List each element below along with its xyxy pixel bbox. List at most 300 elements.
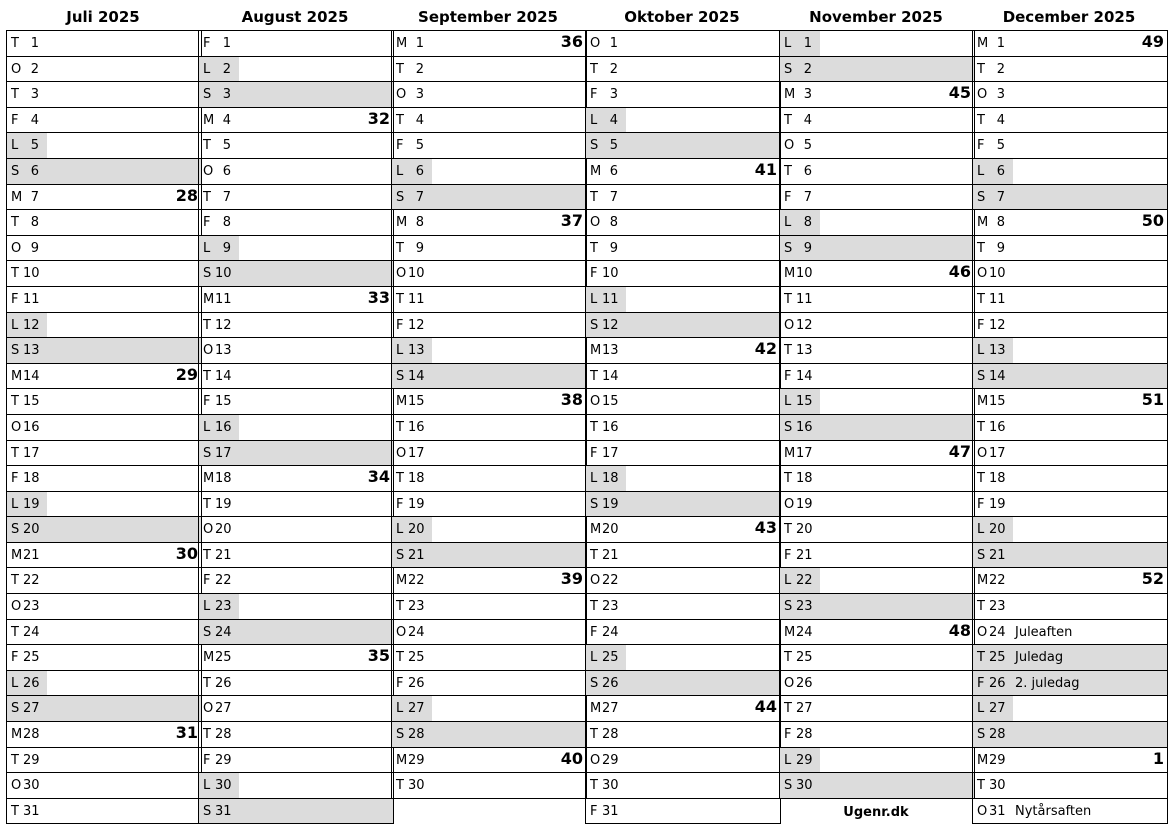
day-number: 29: [408, 752, 425, 768]
day-row: [392, 159, 586, 185]
day-row: [973, 773, 1167, 799]
day-row: [973, 108, 1167, 134]
day-row: [7, 671, 201, 697]
day-row: [7, 722, 201, 748]
day-row: [392, 466, 586, 492]
weekday-letter: T: [977, 240, 985, 256]
weekday-letter: T: [590, 727, 598, 743]
day-row: [973, 517, 1167, 543]
day-row: [586, 57, 780, 83]
week-number: 52: [1141, 569, 1164, 589]
weekday-letter: T: [590, 419, 598, 435]
day-row: [586, 287, 780, 313]
weekday-letter: T: [11, 87, 19, 103]
day-row: [780, 748, 974, 774]
holiday-label: Juledag: [1015, 650, 1064, 666]
weekday-letter: O: [977, 87, 988, 103]
weekday-letter: F: [590, 266, 598, 282]
day-number: 15: [796, 394, 813, 410]
day-row: [973, 568, 1167, 594]
day-row: [586, 722, 780, 748]
weekday-letter: T: [203, 368, 211, 384]
day-number: 14: [602, 368, 619, 384]
weekday-letter: S: [590, 496, 599, 512]
day-row: [973, 799, 1167, 825]
week-number: 31: [175, 723, 198, 743]
day-row: [973, 82, 1167, 108]
weekday-letter: L: [784, 394, 792, 410]
weekday-letter: T: [396, 61, 404, 77]
day-row: [586, 594, 780, 620]
weekday-letter: L: [203, 240, 211, 256]
day-row: [973, 748, 1167, 774]
weekday-letter: L: [396, 343, 404, 359]
day-row: [392, 773, 586, 799]
day-number: 3: [609, 87, 618, 103]
day-row: [973, 389, 1167, 415]
weekday-letter: S: [590, 138, 599, 154]
weekday-letter: T: [11, 215, 19, 231]
day-row: [392, 133, 586, 159]
day-number: 5: [30, 138, 39, 154]
weekday-letter: T: [396, 240, 404, 256]
day-row: [7, 492, 201, 518]
day-number: 7: [803, 189, 812, 205]
day-row: [392, 492, 586, 518]
day-number: 15: [408, 394, 425, 410]
day-number: 12: [602, 317, 619, 333]
day-number: 13: [989, 343, 1006, 359]
weekday-letter: O: [977, 803, 988, 819]
day-number: 29: [602, 752, 619, 768]
weekday-letter: L: [203, 599, 211, 615]
weekday-letter: S: [11, 522, 20, 538]
weekday-letter: M: [11, 368, 23, 384]
day-list: [585, 30, 781, 824]
day-row: [199, 620, 393, 646]
day-number: 7: [996, 189, 1005, 205]
day-row: [973, 722, 1167, 748]
day-number: 16: [408, 419, 425, 435]
day-number: 18: [989, 471, 1006, 487]
day-number: 21: [408, 547, 425, 563]
day-row: [7, 594, 201, 620]
day-number: 3: [222, 87, 231, 103]
day-number: 2: [803, 61, 812, 77]
day-number: 10: [796, 266, 813, 282]
day-row: [973, 159, 1167, 185]
day-row: [780, 696, 974, 722]
weekday-letter: F: [11, 291, 19, 307]
weekday-letter: T: [11, 445, 19, 461]
weekday-letter: S: [977, 189, 986, 205]
weekday-letter: O: [11, 599, 22, 615]
weekday-letter: T: [590, 61, 598, 77]
weekday-letter: L: [784, 752, 792, 768]
day-number: 6: [222, 163, 231, 179]
weekday-letter: M: [203, 291, 215, 307]
holiday-label: Juleaften: [1015, 624, 1073, 640]
day-number: 27: [602, 701, 619, 717]
weekday-letter: T: [396, 471, 404, 487]
day-number: 4: [996, 112, 1005, 128]
day-number: 15: [602, 394, 619, 410]
weekday-letter: T: [396, 291, 404, 307]
weekday-letter: T: [11, 573, 19, 589]
day-number: 6: [609, 163, 618, 179]
day-row: [199, 108, 393, 134]
day-number: 23: [989, 599, 1006, 615]
weekday-letter: O: [590, 36, 601, 51]
week-number: 40: [560, 748, 583, 768]
day-number: 2: [609, 61, 618, 77]
day-number: 14: [989, 368, 1006, 384]
day-number: 27: [23, 701, 40, 717]
weekday-letter: F: [590, 445, 598, 461]
weekday-letter: M: [977, 36, 989, 51]
weekday-letter: T: [11, 36, 19, 51]
weekday-letter: F: [590, 624, 598, 640]
weekday-letter: T: [11, 752, 19, 768]
day-row: [586, 645, 780, 671]
day-number: 12: [215, 317, 232, 333]
weekday-letter: F: [590, 87, 598, 103]
day-number: 26: [989, 675, 1006, 691]
day-number: 21: [602, 547, 619, 563]
day-number: 20: [23, 522, 40, 538]
day-number: 6: [803, 163, 812, 179]
day-row: [392, 364, 586, 390]
day-row: [586, 210, 780, 236]
day-number: 11: [989, 291, 1006, 307]
weekday-letter: S: [784, 419, 793, 435]
day-row: [392, 236, 586, 262]
day-number: 22: [408, 573, 425, 589]
day-row: [392, 313, 586, 339]
day-number: 29: [796, 752, 813, 768]
day-row: [586, 108, 780, 134]
day-number: 8: [222, 215, 231, 231]
day-number: 13: [408, 343, 425, 359]
day-number: 12: [989, 317, 1006, 333]
week-number: 29: [175, 364, 198, 384]
day-number: 20: [602, 522, 619, 538]
week-number: 33: [367, 287, 390, 307]
weekday-letter: O: [11, 61, 22, 77]
day-row: [780, 338, 974, 364]
weekday-letter: F: [203, 215, 211, 231]
day-number: 15: [989, 394, 1006, 410]
day-row: [586, 364, 780, 390]
day-row: [392, 108, 586, 134]
day-row: [780, 210, 974, 236]
weekday-letter: F: [11, 112, 19, 128]
day-number: 21: [215, 547, 232, 563]
day-row: [780, 773, 974, 799]
day-row: [586, 313, 780, 339]
day-row: [7, 108, 201, 134]
holiday-label: Nytårsaften: [1015, 803, 1092, 819]
day-number: 15: [23, 394, 40, 410]
weekday-letter: M: [203, 650, 215, 666]
day-row: [780, 543, 974, 569]
weekday-letter: F: [396, 138, 404, 154]
weekday-letter: O: [11, 778, 22, 794]
day-row: [199, 568, 393, 594]
day-row: [780, 185, 974, 211]
day-row: [392, 748, 586, 774]
day-row: [199, 159, 393, 185]
day-number: 17: [23, 445, 40, 461]
day-number: 25: [796, 650, 813, 666]
day-number: 3: [996, 87, 1005, 103]
week-number: 45: [948, 83, 971, 103]
day-row: [780, 492, 974, 518]
day-row: [780, 57, 974, 83]
day-row: [973, 261, 1167, 287]
weekday-letter: M: [396, 752, 408, 768]
day-number: 9: [222, 240, 231, 256]
day-number: 1: [222, 36, 231, 51]
day-number: 30: [23, 778, 40, 794]
weekday-letter: S: [203, 266, 212, 282]
day-row: [780, 82, 974, 108]
weekday-letter: T: [784, 291, 792, 307]
day-row: [392, 517, 586, 543]
weekday-letter: T: [590, 778, 598, 794]
day-number: 9: [609, 240, 618, 256]
day-row: [780, 441, 974, 467]
day-row: [586, 748, 780, 774]
day-row: [586, 671, 780, 697]
week-number: 49: [1141, 32, 1164, 51]
day-number: 25: [215, 650, 232, 666]
weekday-letter: T: [784, 522, 792, 538]
day-row: [586, 261, 780, 287]
weekday-letter: M: [590, 343, 602, 359]
day-row: [199, 441, 393, 467]
month-title: December 2025: [1002, 8, 1136, 26]
day-list: [391, 30, 587, 799]
weekday-letter: S: [784, 240, 793, 256]
day-number: 22: [796, 573, 813, 589]
day-number: 8: [609, 215, 618, 231]
day-row: [7, 287, 201, 313]
day-number: 28: [23, 727, 40, 743]
weekday-letter: O: [396, 445, 407, 461]
day-row: [392, 671, 586, 697]
day-row: [392, 568, 586, 594]
day-number: 27: [796, 701, 813, 717]
day-number: 5: [803, 138, 812, 154]
day-number: 20: [215, 522, 232, 538]
weekday-letter: M: [11, 189, 23, 205]
day-row: [392, 620, 586, 646]
week-number: 44: [754, 697, 777, 717]
day-row: [973, 466, 1167, 492]
day-row: [586, 185, 780, 211]
weekday-letter: S: [977, 727, 986, 743]
weekday-letter: F: [396, 317, 404, 333]
day-number: 2: [415, 61, 424, 77]
weekday-letter: L: [590, 650, 598, 666]
day-number: 31: [23, 803, 40, 819]
day-number: 28: [796, 727, 813, 743]
weekday-letter: M: [203, 112, 215, 128]
day-row: [780, 389, 974, 415]
day-number: 5: [996, 138, 1005, 154]
weekday-letter: T: [203, 727, 211, 743]
weekday-letter: T: [11, 266, 19, 282]
day-row: [973, 287, 1167, 313]
day-number: 20: [796, 522, 813, 538]
day-number: 16: [796, 419, 813, 435]
day-number: 19: [23, 496, 40, 512]
day-row: [199, 799, 393, 825]
day-row: [586, 236, 780, 262]
day-number: 21: [989, 547, 1006, 563]
weekday-letter: T: [11, 624, 19, 640]
day-number: 21: [796, 547, 813, 563]
day-row: [586, 517, 780, 543]
day-row: [7, 441, 201, 467]
weekday-letter: F: [977, 675, 985, 691]
day-row: [973, 415, 1167, 441]
day-row: [7, 364, 201, 390]
day-number: 7: [222, 189, 231, 205]
day-row: [780, 594, 974, 620]
day-row: [7, 57, 201, 83]
day-row: [973, 696, 1167, 722]
week-number: 38: [560, 390, 583, 410]
day-row: [973, 57, 1167, 83]
weekday-letter: F: [203, 752, 211, 768]
day-number: 3: [415, 87, 424, 103]
day-number: 31: [602, 803, 619, 819]
weekday-letter: T: [977, 61, 985, 77]
day-row: [7, 338, 201, 364]
day-row: [586, 31, 780, 57]
day-row: [780, 108, 974, 134]
day-number: 26: [602, 675, 619, 691]
day-row: [199, 31, 393, 57]
day-row: [780, 466, 974, 492]
day-row: [973, 338, 1167, 364]
day-number: 24: [796, 624, 813, 640]
weekday-letter: M: [396, 573, 408, 589]
weekday-letter: T: [203, 189, 211, 205]
day-row: [392, 696, 586, 722]
weekday-letter: O: [11, 419, 22, 435]
day-number: 13: [23, 343, 40, 359]
day-number: 29: [215, 752, 232, 768]
day-row: [392, 722, 586, 748]
day-row: [780, 287, 974, 313]
day-number: 18: [23, 471, 40, 487]
day-number: 23: [23, 599, 40, 615]
weekday-letter: F: [396, 496, 404, 512]
day-number: 21: [23, 547, 40, 563]
day-number: 11: [23, 291, 40, 307]
day-row: [586, 82, 780, 108]
day-number: 17: [215, 445, 232, 461]
weekday-letter: S: [203, 803, 212, 819]
day-row: [973, 31, 1167, 57]
day-number: 22: [23, 573, 40, 589]
weekday-letter: T: [203, 496, 211, 512]
day-row: [586, 415, 780, 441]
day-number: 25: [408, 650, 425, 666]
day-row: [199, 696, 393, 722]
weekday-letter: T: [977, 419, 985, 435]
day-number: 24: [23, 624, 40, 640]
day-number: 11: [215, 291, 232, 307]
weekday-letter: O: [203, 343, 214, 359]
weekday-letter: M: [590, 163, 602, 179]
day-list: [972, 30, 1168, 824]
day-row: [199, 517, 393, 543]
weekday-letter: S: [784, 61, 793, 77]
day-number: 14: [23, 368, 40, 384]
week-number: 42: [754, 339, 777, 359]
day-row: [7, 415, 201, 441]
day-number: 15: [215, 394, 232, 410]
weekday-letter: S: [590, 317, 599, 333]
weekday-letter: S: [11, 343, 20, 359]
day-number: 2: [30, 61, 39, 77]
day-row: [392, 185, 586, 211]
day-number: 10: [23, 266, 40, 282]
day-number: 19: [408, 496, 425, 512]
day-row: [7, 696, 201, 722]
weekday-letter: O: [977, 624, 988, 640]
day-row: [7, 236, 201, 262]
day-row: [7, 159, 201, 185]
day-row: [199, 543, 393, 569]
weekday-letter: L: [590, 112, 598, 128]
day-row: [199, 57, 393, 83]
weekday-letter: O: [590, 215, 601, 231]
day-row: [780, 313, 974, 339]
day-row: [586, 620, 780, 646]
week-number: 30: [175, 543, 198, 563]
day-number: 9: [996, 240, 1005, 256]
day-row: [7, 773, 201, 799]
week-number: 41: [754, 159, 777, 179]
day-number: 17: [796, 445, 813, 461]
weekday-letter: O: [203, 163, 214, 179]
day-row: [199, 773, 393, 799]
weekday-letter: T: [396, 599, 404, 615]
weekday-letter: F: [784, 547, 792, 563]
day-row: [199, 492, 393, 518]
weekday-letter: L: [784, 36, 792, 51]
weekday-letter: M: [590, 522, 602, 538]
day-number: 18: [408, 471, 425, 487]
day-number: 25: [23, 650, 40, 666]
day-number: 13: [602, 343, 619, 359]
day-number: 30: [602, 778, 619, 794]
day-row: [199, 389, 393, 415]
day-number: 1: [30, 36, 39, 51]
day-row: [780, 133, 974, 159]
weekday-letter: M: [11, 727, 23, 743]
day-number: 17: [408, 445, 425, 461]
day-number: 30: [989, 778, 1006, 794]
weekday-letter: L: [396, 163, 404, 179]
month-title: August 2025: [241, 8, 349, 26]
day-number: 28: [408, 727, 425, 743]
